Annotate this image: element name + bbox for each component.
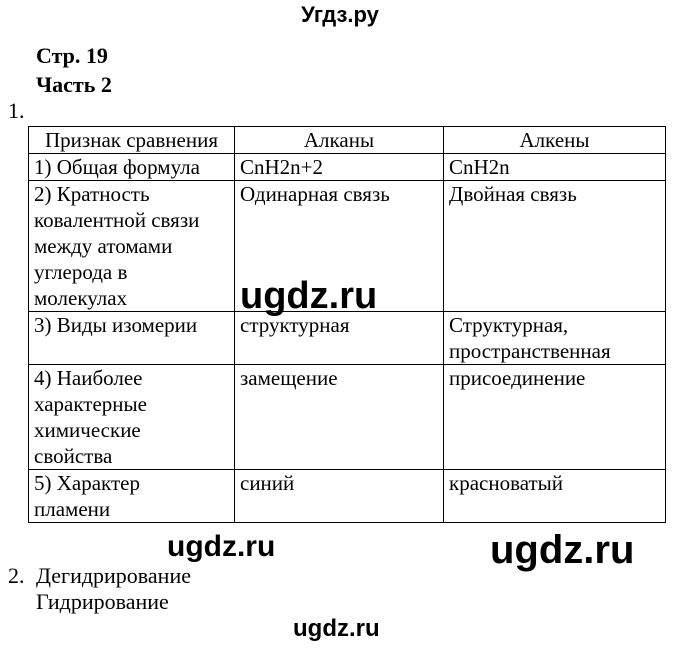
feature-cell: 2) Кратность ковалентной связи между атомами углерода в молекулах <box>29 181 235 312</box>
table-header-row <box>29 127 666 154</box>
watermark: ugdz.ru <box>240 275 378 317</box>
header-alkenes: Алкены <box>444 127 666 154</box>
task-2-number: 2. <box>8 563 25 588</box>
feature-cell: 1) Общая формула <box>29 154 235 181</box>
alkanes-cell: Одинарная связь <box>235 181 444 312</box>
alkenes-cell: CnH2n <box>444 154 666 181</box>
site-title: Угдз.ру <box>301 2 379 27</box>
table-row <box>29 470 666 523</box>
alkenes-cell: Двойная связь <box>444 181 666 312</box>
feature-cell: 3) Виды изомерии <box>29 312 235 365</box>
header-alkanes: Алканы <box>235 127 444 154</box>
alkanes-cell: CnH2n+2 <box>235 154 444 181</box>
table-row <box>29 365 666 470</box>
part-heading: Часть 2 <box>36 72 112 97</box>
alkenes-cell: присоединение <box>444 365 666 470</box>
alkenes-cell: красноватый <box>444 470 666 523</box>
alkanes-cell: синий <box>235 470 444 523</box>
header-feature: Признак сравнения <box>29 127 235 154</box>
watermark: ugdz.ru <box>293 615 380 642</box>
task-2-answer-line: Гидрирование <box>36 589 169 614</box>
feature-cell: 5) Характер пламени <box>29 470 235 523</box>
watermark: ugdz.ru <box>167 530 276 563</box>
watermark: ugdz.ru <box>490 528 635 572</box>
table-row <box>29 154 666 181</box>
table-row <box>29 312 666 365</box>
feature-cell: 4) Наиболее характерные химические свойства <box>29 365 235 470</box>
page-heading: Стр. 19 <box>36 43 108 68</box>
alkenes-cell: Структурная, пространственная <box>444 312 666 365</box>
task-2-answer-line: Дегидрирование <box>36 563 191 588</box>
alkanes-cell: замещение <box>235 365 444 470</box>
alkanes-cell: структурная <box>235 312 444 365</box>
comparison-table <box>28 126 666 523</box>
task-1-number: 1. <box>8 98 25 123</box>
